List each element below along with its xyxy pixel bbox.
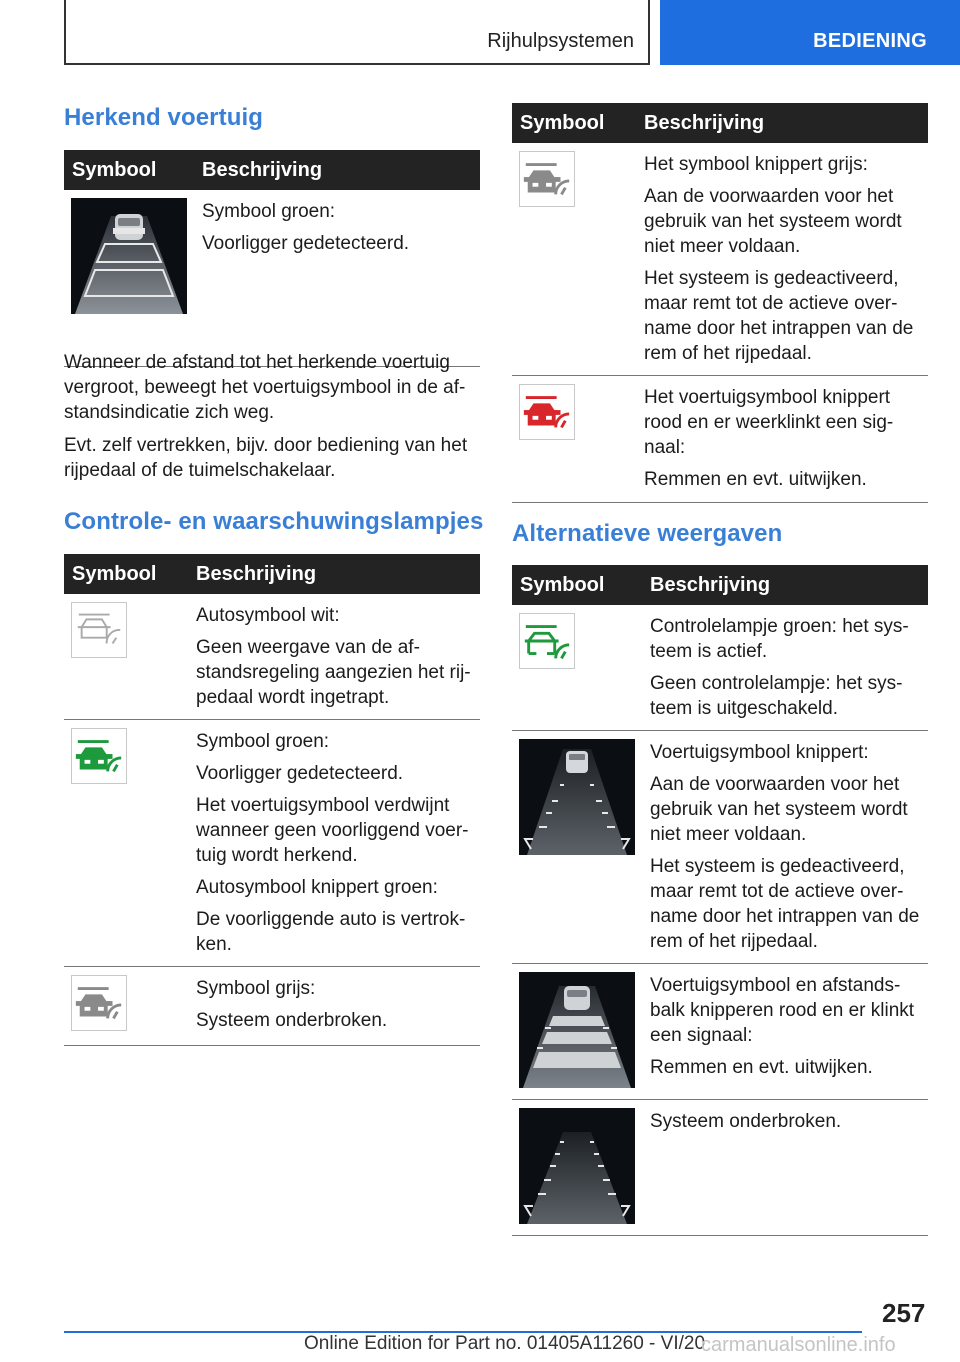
car-indicator-grey-icon [71,975,127,1031]
table-row [512,143,928,376]
description-line: Systeem onderbroken. [650,1111,842,1132]
display-lanes-empty-icon [519,1108,635,1224]
table-row [512,964,928,1100]
symbol-cell [512,376,636,503]
warning-lamps-table [64,554,480,1046]
symbol-cell [512,1100,642,1236]
table-header-row [512,565,928,605]
header-symbol: Symbool [512,103,636,143]
header-symbol: Symbool [64,150,194,190]
symbol-cell [64,720,188,967]
symbol-cell [64,967,188,1046]
table-row [64,720,480,967]
description-line: Het systeem is gedeactiveerd, maar remt tot de actieve over‐name door het intrappen van de rem of het rijpedaal. [644,268,914,364]
symbol-cell [512,964,642,1100]
description-line: Voertuigsymbool en afstands‐balk knipperen rood en er klinkt een signaal: [650,975,915,1046]
car-outline-green-icon [519,613,575,669]
display-vehicle-green-icon [71,198,187,314]
description-cell [194,190,480,366]
table-row [512,731,928,964]
display-vehicle-bars-icon [519,972,635,1088]
header-chapter-tab [660,0,960,65]
description-line: Symbool grijs: [196,978,316,999]
header-section-tab [64,0,650,65]
description-line: De voorliggende auto is vertrok‐ken. [196,909,466,955]
paragraph: Evt. zelf vertrekken, bijv. door bediening van het rijpedaal of de tuimelschakelaar. [64,435,468,481]
car-indicator-red-icon [519,384,575,440]
description-line: Voorligger gedetecteerd. [196,763,404,784]
watermark-text: carmanualsonline.info [701,1334,896,1356]
description-line: Systeem onderbroken. [196,1010,388,1031]
description-cell [642,731,928,964]
description-line: Aan de voorwaarden voor het gebruik van het systeem wordt niet meer voldaan. [644,186,902,257]
table-row [64,190,480,366]
edition-text: Online Edition for Part no. 01405A11260 - VI/20 [304,1333,706,1354]
recognized-vehicle-text [64,350,480,491]
header-description: Beschrijving [642,565,928,605]
description-cell [188,720,480,967]
car-indicator-white-icon [71,602,127,658]
description-cell [642,605,928,731]
table-row [512,1100,928,1236]
description-line: Remmen en evt. uitwijken. [650,1057,873,1078]
description-cell [642,1100,928,1236]
description-line: Remmen en evt. uitwijken. [644,469,867,490]
table-header-row [64,150,480,190]
header-symbol: Symbool [512,565,642,605]
description-line: Het voertuigsymbool verdwijnt wanneer geen voorliggend voer‐tuig wordt herkend. [196,795,469,866]
recognized-vehicle-table [64,150,480,367]
description-line: Het symbool knippert grijs: [644,154,868,175]
chapter-title: BEDIENING [813,30,927,52]
table-row [64,594,480,720]
display-vehicle-lanes-icon [519,739,635,855]
description-cell [636,376,928,503]
car-indicator-green-icon [71,728,127,784]
header-description: Beschrijving [194,150,480,190]
header-description: Beschrijving [188,554,480,594]
heading-alternative-displays: Alternatieve weergaven [512,520,783,547]
header-description: Beschrijving [636,103,928,143]
alternative-displays-table [512,565,928,1236]
description-line: Voorligger gedetecteerd. [202,233,410,254]
description-cell [636,143,928,376]
car-indicator-grey-icon [519,151,575,207]
description-line: Geen weergave van de af‐standsregeling aangezien het rij‐pedaal wordt ingetrapt. [196,637,471,708]
table-header-row [512,103,928,143]
table-header-row [64,554,480,594]
table-row [512,605,928,731]
description-line: Symbool groen: [202,201,336,222]
symbol-cell [512,731,642,964]
description-line: Autosymbool wit: [196,605,340,626]
paragraph: Wanneer de afstand tot het herkende voertuig vergroot, beweegt het voertuigsymbool in de af‐standsindicatie zich weg. [64,352,466,423]
section-title: Rijhulpsystemen [487,30,634,52]
description-line: Voertuigsymbool knippert: [650,742,869,763]
description-cell [188,594,480,720]
description-line: Autosymbool knippert groen: [196,877,438,898]
heading-warning-lamps: Controle- en waarschuwingslampjes [64,508,484,535]
table-row [64,967,480,1046]
warning-lamps-table-continued [512,103,928,503]
description-line: Het systeem is gedeactiveerd, maar remt tot de actieve over‐name door het intrappen van de rem of het rijpedaal. [650,856,920,952]
description-line: Het voertuigsymbool knippert rood en er weerklinkt een sig‐naal: [644,387,894,458]
description-line: Symbool groen: [196,731,330,752]
page-number: 257 [882,1298,926,1328]
description-line: Aan de voorwaarden voor het gebruik van het systeem wordt niet meer voldaan. [650,774,908,845]
symbol-cell [64,190,194,366]
header-symbol: Symbool [64,554,188,594]
table-row [512,376,928,503]
description-line: Controlelampje groen: het sys‐teem is actief. [650,616,909,662]
description-cell [642,964,928,1100]
heading-recognized-vehicle: Herkend voertuig [64,104,263,131]
symbol-cell [512,143,636,376]
description-line: Geen controlelampje: het sys‐teem is uitgeschakeld. [650,673,903,719]
description-cell [188,967,480,1046]
symbol-cell [512,605,642,731]
symbol-cell [64,594,188,720]
